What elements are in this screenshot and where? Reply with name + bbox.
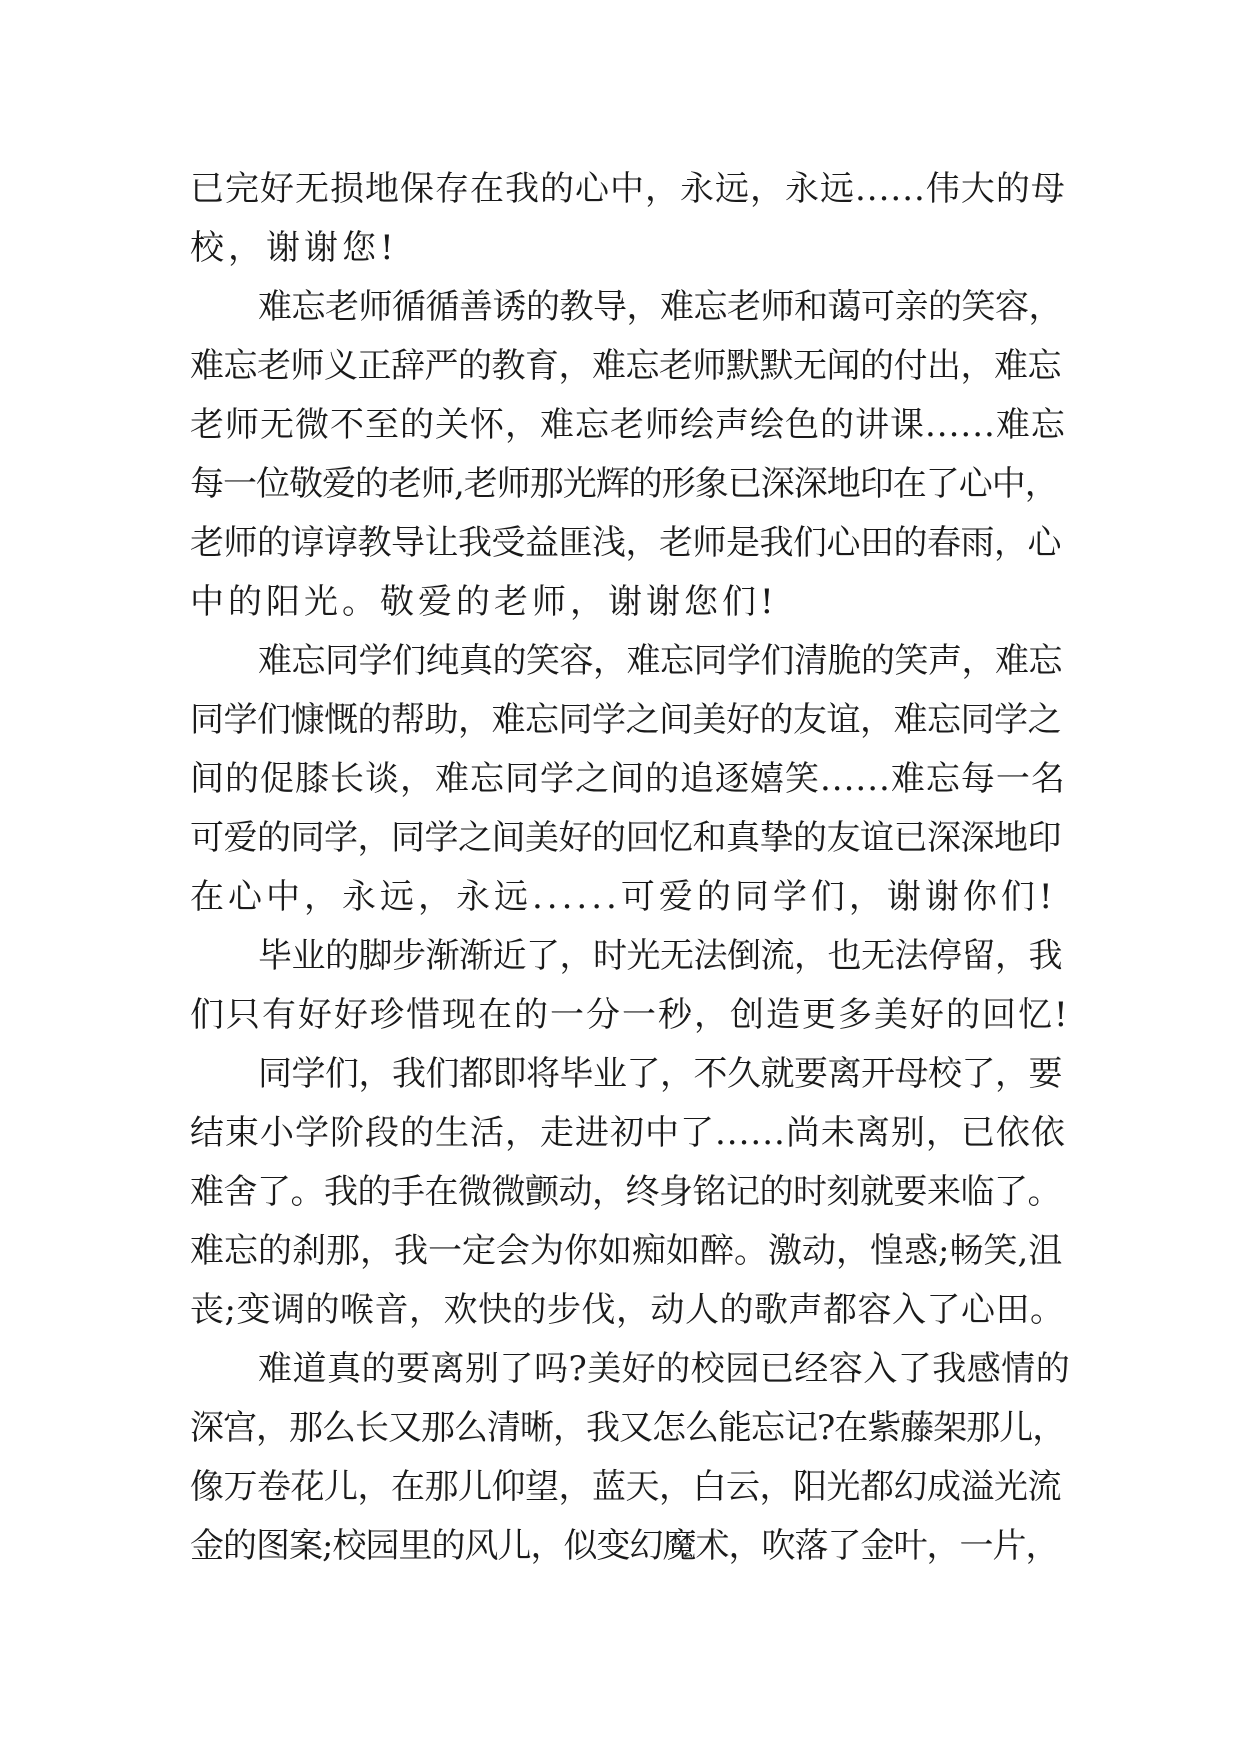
text-line: 中的阳光。敬爱的老师，谢谢您们! [190, 582, 778, 622]
text-line: 结束小学阶段的生活，走进初中了......尚未离别，已依依 [190, 1113, 1066, 1153]
text-line: 可爱的同学，同学之间美好的回忆和真挚的友谊已深深地印 [190, 818, 1061, 858]
text-line: 像万卷花儿，在那儿仰望，蓝天，白云，阳光都幻成溢光流 [190, 1467, 1061, 1507]
text-line: 们只有好好珍惜现在的一分一秒，创造更多美好的回忆! [190, 995, 1070, 1035]
text-line: 老师的谆谆教导让我受益匪浅，老师是我们心田的春雨，心 [190, 523, 1061, 563]
text-line: 难舍了。我的手在微微颤动，终身铭记的时刻就要来临了。 [190, 1172, 1061, 1212]
text-line: 难忘同学们纯真的笑容，难忘同学们清脆的笑声，难忘 [258, 641, 1062, 681]
text-line: 难忘老师义正辞严的教育，难忘老师默默无闻的付出，难忘 [190, 346, 1061, 386]
text-line: 难忘老师循循善诱的教导，难忘老师和蔼可亲的笑容， [258, 287, 1062, 327]
text-line: 校，谢谢您! [190, 228, 398, 268]
text-line: 老师无微不至的关怀，难忘老师绘声绘色的讲课......难忘 [190, 405, 1066, 445]
text-line: 深宫，那么长又那么清晰，我又怎么能忘记?在紫藤架那儿， [190, 1408, 1066, 1448]
text-line: 每一位敬爱的老师,老师那光辉的形象已深深地印在了心中， [190, 464, 1058, 504]
text-line: 已完好无损地保存在我的心中，永远，永远......伟大的母 [190, 169, 1066, 209]
text-line: 在心中，永远，永远......可爱的同学们，谢谢你们! [190, 877, 1057, 917]
text-line: 丧;变调的喉音，欢快的步伐，动人的歌声都容入了心田。 [190, 1290, 1065, 1330]
text-line: 毕业的脚步渐渐近了，时光无法倒流，也无法停留，我 [258, 936, 1062, 976]
text-line: 金的图案;校园里的风儿，似变幻魔术，吹落了金叶，一片， [190, 1526, 1059, 1566]
body-text [190, 160, 1070, 1576]
text-line: 难道真的要离别了吗?美好的校园已经容入了我感情的 [258, 1349, 1071, 1389]
text-line: 同学们慷慨的帮助，难忘同学之间美好的友谊，难忘同学之 [190, 700, 1061, 740]
text-line: 难忘的刹那，我一定会为你如痴如醉。激动，惶惑;畅笑,沮 [190, 1231, 1063, 1271]
text-line: 同学们，我们都即将毕业了，不久就要离开母校了，要 [258, 1054, 1062, 1094]
text-line: 间的促膝长谈，难忘同学之间的追逐嬉笑......难忘每一名 [190, 759, 1066, 799]
